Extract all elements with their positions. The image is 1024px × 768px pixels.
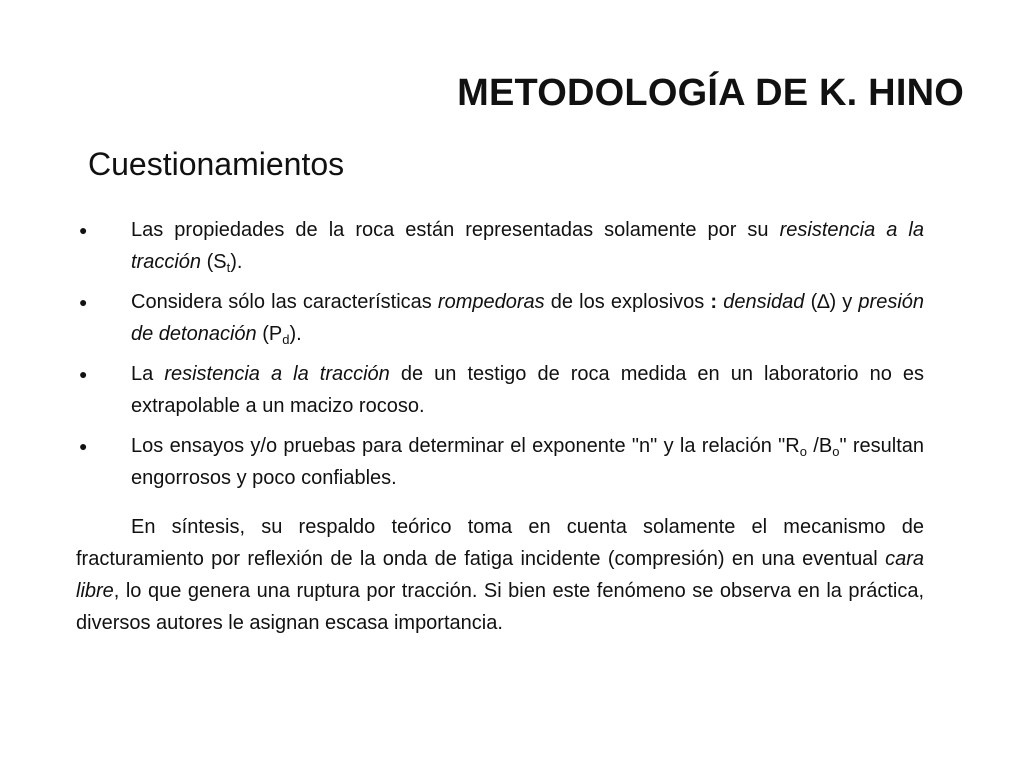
bullet-italic: resistencia a la tracción [164, 363, 390, 385]
bullet-bold: : [710, 291, 718, 313]
bullet-item [76, 214, 924, 278]
bullet-text: La [131, 363, 165, 385]
summary-text: , lo que genera una ruptura por tracción. Si bien este fenómeno se observa en la práctica, diversos autores le asignan escasa importancia. [76, 580, 924, 634]
bullet-italic: resistencia a la tracción [131, 219, 924, 273]
bullet-icon: ● [79, 438, 88, 454]
bullet-text: " resultan engorrosos y poco confiables. [131, 435, 925, 489]
bullet-item [76, 430, 924, 494]
bullet-text: (S [201, 251, 227, 273]
bullet-italic: rompedoras [437, 291, 545, 313]
bullet-subscript: d [282, 332, 290, 347]
bullet-subscript: t [226, 260, 231, 275]
bullet-subscript: o [832, 444, 840, 459]
summary-text: En síntesis, su respaldo teórico toma en cuenta solamente el mecanismo de fracturamiento por reflexión de la onda de fatiga incidente (compresión) en una eventual [76, 516, 924, 570]
bullet-list [76, 214, 924, 502]
slide-title: METODOLOGÍA DE K. HINO [457, 72, 964, 114]
bullet-text: de un testigo de roca medida en un laboratorio no es extrapolable a un macizo rocoso. [131, 363, 924, 417]
bullet-subscript: o [799, 444, 807, 459]
bullet-text: Considera sólo las características [131, 291, 438, 313]
bullet-text: (P [256, 323, 283, 345]
bullet-italic: presión de detonación [131, 291, 925, 345]
summary-paragraph [76, 511, 924, 639]
slide-subtitle: Cuestionamientos [88, 146, 345, 182]
bullet-text: ). [289, 323, 302, 345]
summary-italic: cara libre [76, 548, 924, 602]
bullet-text: /B [806, 435, 833, 457]
bullet-item [76, 286, 924, 350]
bullet-text: de los explosivos [544, 291, 711, 313]
bullet-text: ). [230, 251, 243, 273]
bullet-italic: densidad [723, 291, 805, 313]
bullet-icon: ● [79, 222, 88, 238]
bullet-text: (∆) y [804, 291, 859, 313]
bullet-icon: ● [79, 294, 88, 310]
bullet-item [76, 358, 924, 422]
bullet-text: Los ensayos y/o pruebas para determinar el exponente "n" y la relación "R [131, 435, 800, 457]
bullet-text: Las propiedades de la roca están representadas solamente por su [131, 219, 780, 241]
bullet-icon: ● [79, 366, 88, 382]
